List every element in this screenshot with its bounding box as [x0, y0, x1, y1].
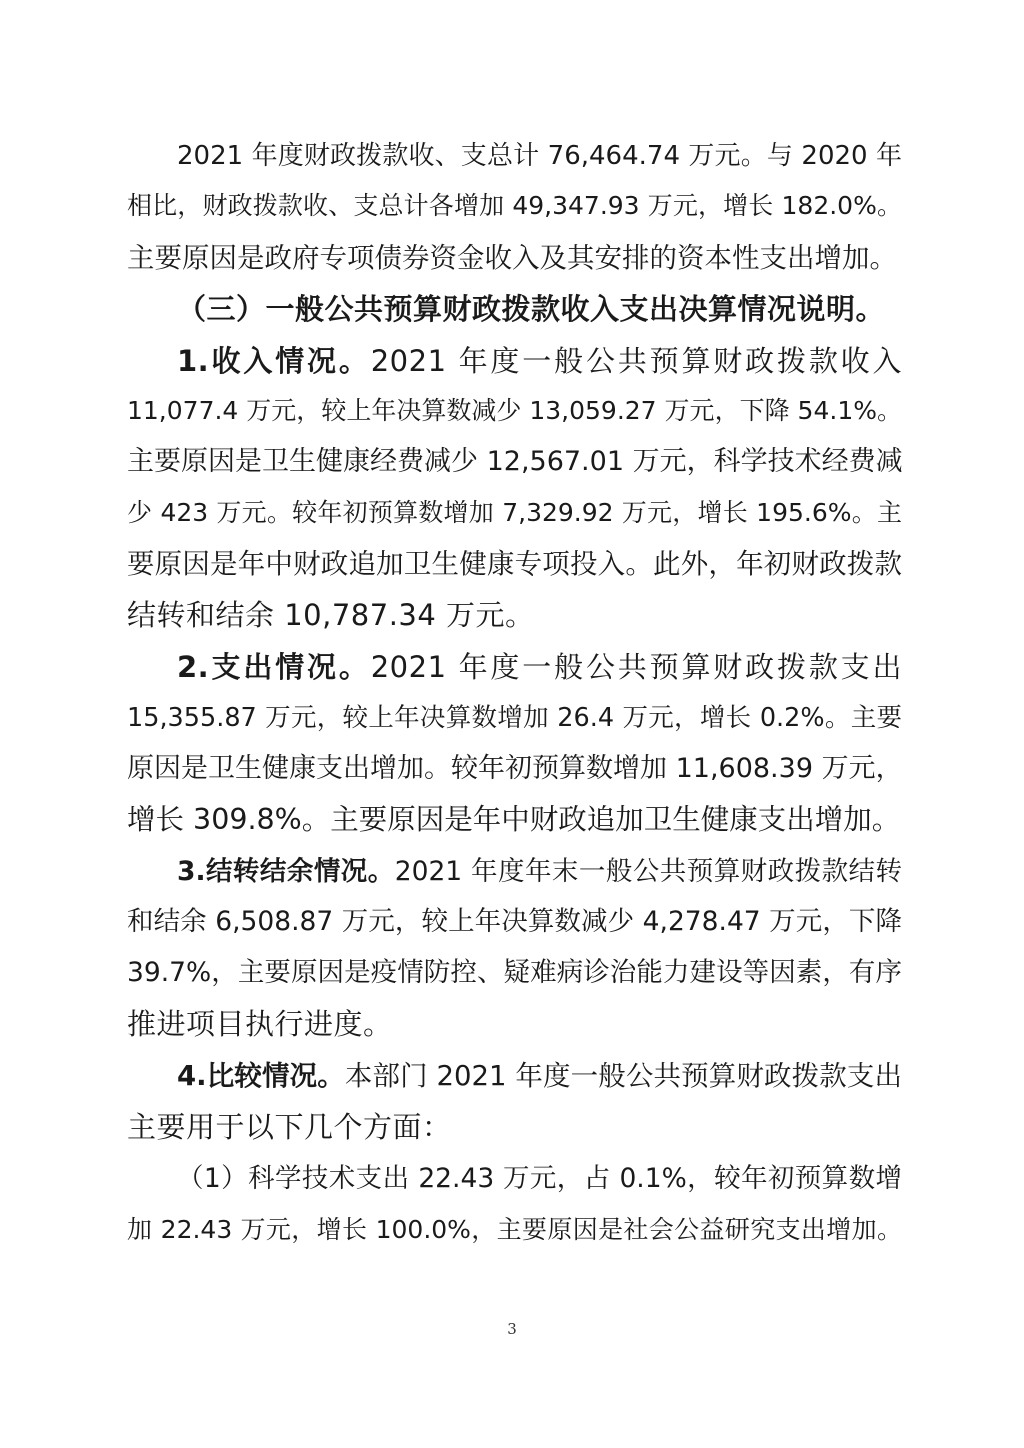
subsection-lead: 1.收入情况。: [177, 344, 371, 378]
paragraph-text: 2021 年度年末一般公共预算财政拨款结转: [394, 856, 902, 887]
paragraph-line: 39.7%，主要原因是疫情防控、疑难病诊治能力建设等因素，有序: [127, 957, 902, 988]
paragraph-line: 主要用于以下几个方面：: [127, 1110, 452, 1144]
paragraph-text: 2021 年度一般公共预算财政拨款支出: [370, 650, 902, 684]
paragraph-line: 推进项目执行进度。: [127, 1007, 393, 1041]
page-number: 3: [507, 1320, 517, 1338]
paragraph-line: [177, 339, 902, 383]
subsection-lead: 4.比较情况。: [177, 1060, 345, 1092]
paragraph-line: 15,355.87 万元，较上年决算数增加 26.4 万元，增长 0.2%。主要: [127, 703, 902, 733]
paragraph-line: 和结余 6,508.87 万元，较上年决算数减少 4,278.47 万元，下降: [127, 906, 902, 937]
paragraph-line: 主要原因是卫生健康经费减少 12,567.01 万元，科学技术经费减: [127, 446, 903, 477]
paragraph-line: 主要原因是政府专项债券资金收入及其安排的资本性支出增加。: [127, 242, 897, 274]
paragraph-line: [177, 1054, 902, 1098]
paragraph-line: 少 423 万元。较年初预算数增加 7,329.92 万元，增长 195.6%。主: [127, 498, 902, 527]
paragraph-line: 相比，财政拨款收、支总计各增加 49,347.93 万元，增长 182.0%。: [127, 191, 902, 220]
paragraph-line: [177, 645, 902, 689]
paragraph-text: 2021 年度一般公共预算财政拨款收入: [370, 344, 902, 378]
subsection-lead: 3.结转结余情况。: [177, 856, 395, 887]
paragraph-line: 要原因是年中财政追加卫生健康专项投入。此外，年初财政拨款: [127, 548, 902, 580]
paragraph-line: 11,077.4 万元，较上年决算数减少 13,059.27 万元，下降 54.1%。: [127, 396, 902, 425]
paragraph-text: 本部门 2021 年度一般公共预算财政拨款支出: [344, 1060, 902, 1092]
subsection-lead: 2.支出情况。: [177, 650, 371, 684]
paragraph-line: 增长 309.8%。主要原因是年中财政追加卫生健康支出增加。: [127, 803, 901, 836]
paragraph-line: [177, 850, 902, 894]
paragraph-line: 结转和结余 10,787.34 万元。: [127, 598, 535, 632]
section-heading: （三）一般公共预算财政拨款收入支出决算情况说明。: [177, 292, 886, 326]
paragraph-line: （1）科学技术支出 22.43 万元，占 0.1%，较年初预算数增: [177, 1163, 902, 1194]
paragraph-line: 2021 年度财政拨款收、支总计 76,464.74 万元。与 2020 年: [177, 141, 902, 171]
paragraph-line: 加 22.43 万元，增长 100.0%，主要原因是社会公益研究支出增加。: [127, 1215, 902, 1244]
paragraph-line: 原因是卫生健康支出增加。较年初预算数增加 11,608.39 万元，: [127, 753, 903, 784]
